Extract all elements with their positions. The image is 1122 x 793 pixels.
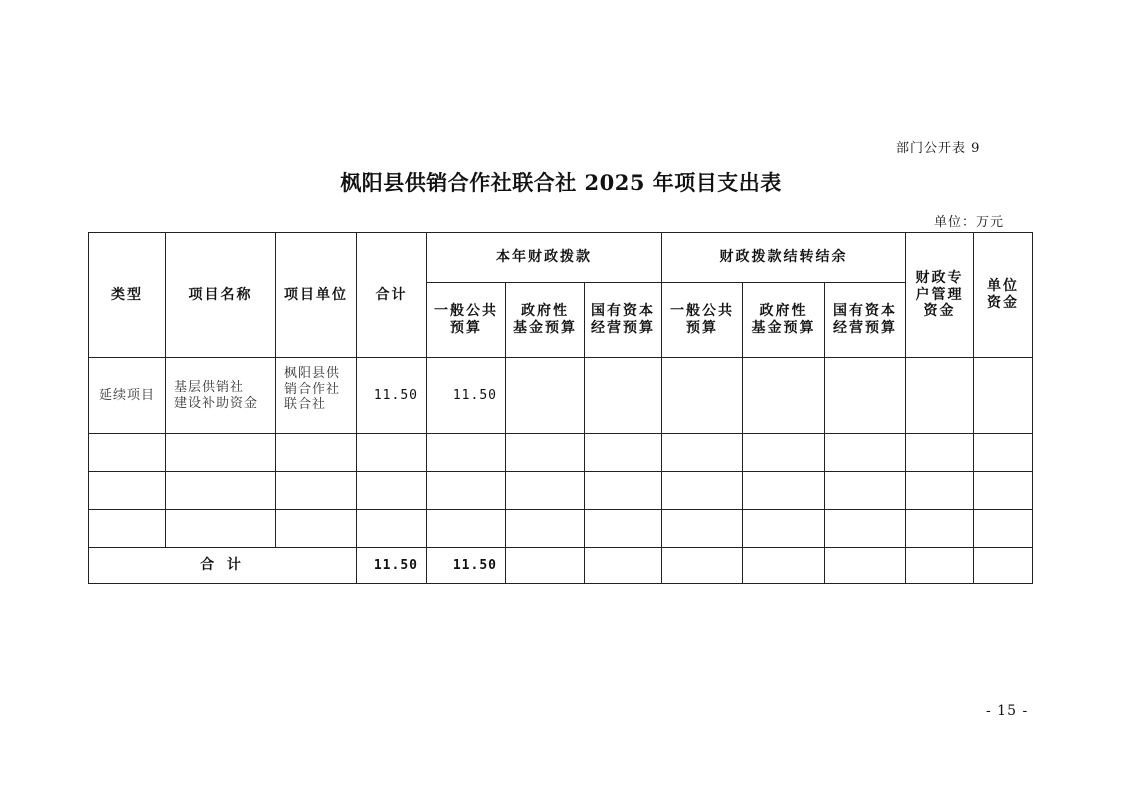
header-carryover: 财政拨款结转结余	[662, 233, 906, 283]
total-label: 合 计	[89, 548, 357, 584]
header-sub-gov-fund-budget	[506, 283, 585, 358]
header-special-line1: 财政专	[915, 269, 964, 286]
empty-cell	[506, 434, 585, 472]
empty-cell	[276, 472, 357, 510]
empty-cell	[585, 434, 662, 472]
header-sub-general-budget	[427, 283, 506, 358]
header-special-line2: 户管理	[915, 286, 964, 303]
empty-cell	[743, 548, 825, 584]
header-sub-carry-general-budget	[662, 283, 743, 358]
header-sub-state-capital-budget	[585, 283, 662, 358]
table-number: 部门公开表 9	[896, 141, 981, 156]
empty-cell	[506, 510, 585, 548]
cell-gov-fund-budget	[506, 358, 585, 434]
empty-cell	[506, 548, 585, 584]
header-sub-line: 预算	[686, 320, 719, 336]
header-row-1	[89, 233, 1033, 283]
header-unit-line2: 资金	[987, 295, 1020, 311]
unit-label: 单位：万元	[934, 215, 1005, 230]
header-sub-line: 政府性	[521, 303, 569, 320]
empty-cell	[89, 434, 166, 472]
empty-cell	[276, 434, 357, 472]
header-current-year-appropriation: 本年财政拨款	[427, 233, 662, 283]
empty-cell	[743, 434, 825, 472]
header-special-line3: 资金	[923, 303, 956, 320]
empty-cell	[906, 510, 974, 548]
empty-cell	[974, 472, 1033, 510]
empty-cell	[662, 548, 743, 584]
empty-cell	[743, 472, 825, 510]
empty-cell	[276, 510, 357, 548]
total-cell-total: 11.50	[357, 548, 427, 584]
empty-cell	[825, 434, 906, 472]
header-sub-line: 国有资本	[591, 303, 655, 320]
cell-general-budget: 11.50	[427, 358, 506, 434]
cell-project-name	[166, 358, 276, 434]
empty-cell	[974, 434, 1033, 472]
empty-cell	[585, 510, 662, 548]
cell-project-unit-line: 销合作社	[284, 381, 341, 397]
empty-cell	[906, 548, 974, 584]
empty-cell	[825, 548, 906, 584]
table-row-empty	[89, 510, 1033, 548]
table-row-empty	[89, 472, 1033, 510]
empty-cell	[89, 510, 166, 548]
header-sub-line: 基金预算	[751, 320, 816, 336]
empty-cell	[585, 548, 662, 584]
header-unit-line1: 单位	[987, 278, 1020, 295]
empty-cell	[825, 472, 906, 510]
header-sub-line: 一般公共	[670, 303, 735, 320]
empty-cell	[974, 510, 1033, 548]
project-expenditure-table	[88, 232, 1033, 584]
cell-state-capital-budget	[585, 358, 662, 434]
empty-cell	[662, 434, 743, 472]
header-sub-line: 经营预算	[833, 320, 898, 336]
cell-carry-general-budget	[662, 358, 743, 434]
cell-carry-state-capital-budget	[825, 358, 906, 434]
empty-cell	[357, 510, 427, 548]
cell-project-unit-line: 枫阳县供	[284, 366, 341, 381]
header-sub-carry-state-capital-budget	[825, 283, 906, 358]
page-title: 枫阳县供销合作社联合社 2025 年项目支出表	[340, 170, 782, 195]
empty-cell	[166, 434, 276, 472]
header-sub-line: 一般公共	[434, 303, 498, 320]
empty-cell	[427, 472, 506, 510]
empty-cell	[427, 434, 506, 472]
empty-cell	[506, 472, 585, 510]
header-type: 类型	[89, 233, 166, 358]
cell-carry-gov-fund-budget	[743, 358, 825, 434]
cell-project-unit	[276, 358, 357, 434]
header-total: 合计	[357, 233, 427, 358]
empty-cell	[906, 434, 974, 472]
header-sub-line: 预算	[450, 320, 482, 336]
cell-project-name-line: 基层供销社	[174, 379, 245, 395]
empty-cell	[825, 510, 906, 548]
header-project-unit: 项目单位	[276, 233, 357, 358]
header-project-name: 项目名称	[166, 233, 276, 358]
empty-cell	[357, 434, 427, 472]
header-unit-funds	[974, 233, 1033, 358]
empty-cell	[427, 510, 506, 548]
empty-cell	[166, 510, 276, 548]
empty-cell	[166, 472, 276, 510]
page-number: - 15 -	[986, 703, 1029, 719]
empty-cell	[89, 472, 166, 510]
header-sub-line: 国有资本	[833, 303, 898, 320]
total-row	[89, 548, 1033, 584]
header-sub-line: 经营预算	[591, 320, 655, 336]
cell-type: 延续项目	[89, 358, 166, 434]
empty-cell	[662, 510, 743, 548]
table-row	[89, 358, 1033, 434]
cell-project-unit-line: 联合社	[284, 397, 327, 413]
header-sub-line: 基金预算	[513, 320, 577, 336]
header-sub-carry-gov-fund-budget	[743, 283, 825, 358]
table-row-empty	[89, 434, 1033, 472]
cell-unit-funds	[974, 358, 1033, 434]
empty-cell	[357, 472, 427, 510]
empty-cell	[974, 548, 1033, 584]
empty-cell	[743, 510, 825, 548]
total-cell-general-budget: 11.50	[427, 548, 506, 584]
header-sub-line: 政府性	[759, 303, 808, 320]
header-special-account-funds	[906, 233, 974, 358]
cell-special-account-funds	[906, 358, 974, 434]
cell-total: 11.50	[357, 358, 427, 434]
empty-cell	[662, 472, 743, 510]
cell-project-name-line: 建设补助资金	[174, 395, 259, 411]
empty-cell	[906, 472, 974, 510]
empty-cell	[585, 472, 662, 510]
